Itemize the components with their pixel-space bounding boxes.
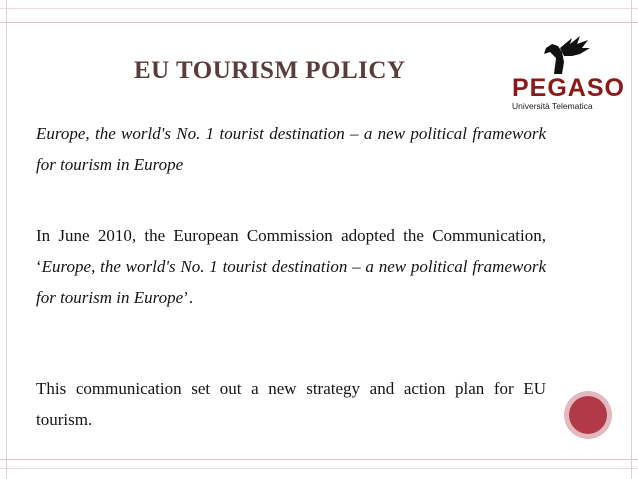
frame-left bbox=[6, 0, 7, 479]
paragraph-heading: Europe, the world's No. 1 tourist destination – a new political framework for tourism in Europe bbox=[36, 124, 546, 174]
paragraph-intro: In June 2010, the European Commission adopted the Communication, ‘ bbox=[36, 226, 546, 276]
frame-top bbox=[0, 0, 638, 23]
paragraph-closing: ’. bbox=[183, 288, 194, 307]
logo-subtitle: Università Telematica bbox=[512, 101, 593, 111]
pegaso-logo bbox=[508, 36, 630, 116]
paragraph-communication bbox=[36, 220, 546, 313]
frame-right bbox=[631, 0, 632, 479]
pegasus-icon bbox=[532, 36, 592, 76]
frame-bottom bbox=[0, 459, 638, 479]
communication-title: Europe, the world's No. 1 tourist destination – a new political framework for tourism in Europe bbox=[36, 257, 546, 307]
paragraph-strategy: This communication set out a new strategy and action plan for EU tourism. bbox=[36, 379, 546, 429]
logo-name: PEGASO bbox=[512, 74, 625, 102]
slide-title: EU TOURISM POLICY bbox=[134, 57, 406, 84]
decorative-circle bbox=[569, 396, 607, 434]
